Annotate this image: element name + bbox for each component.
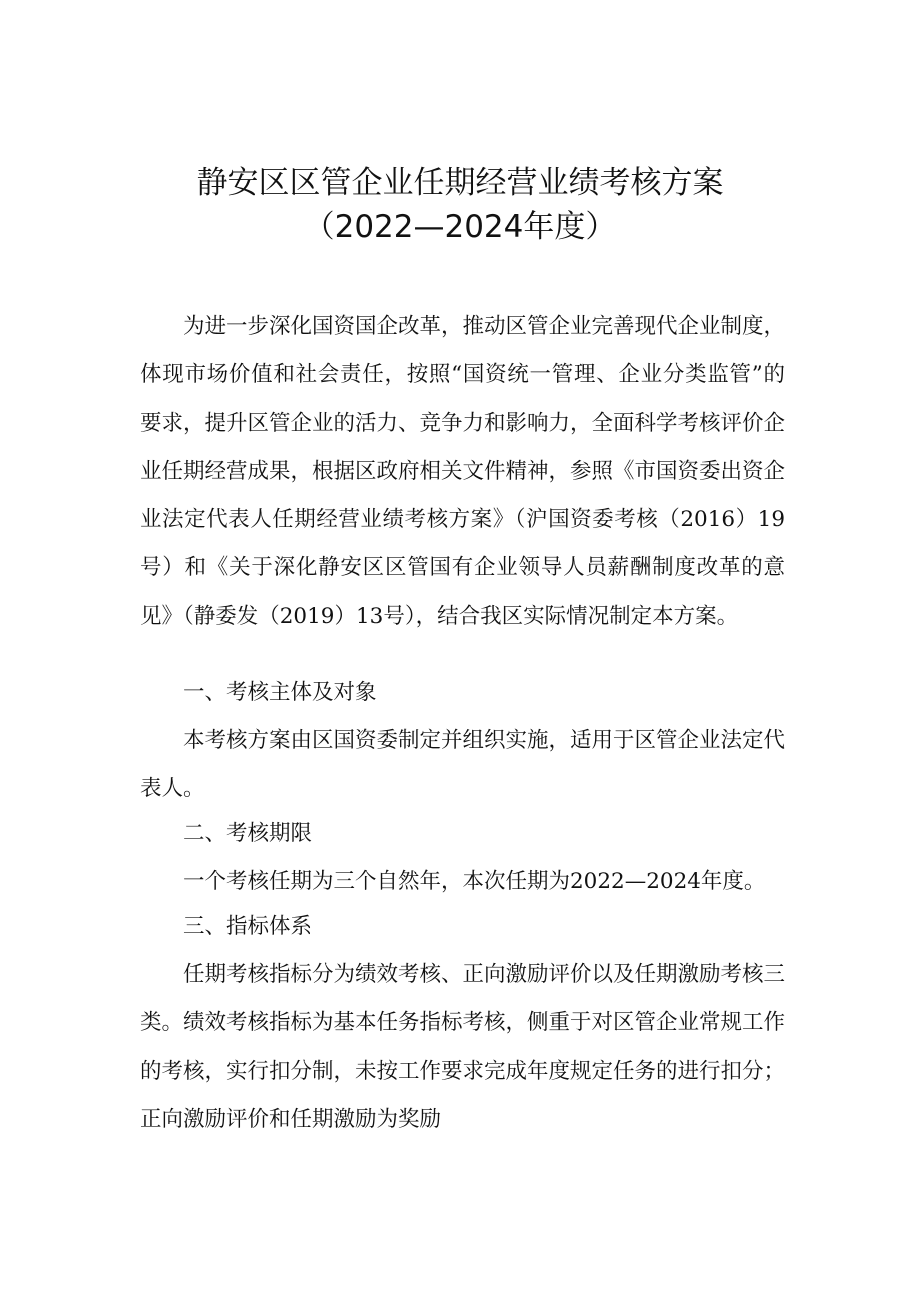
section-body-indicators: 任期考核指标分为绩效考核、正向激励评价以及任期激励考核三类。绩效考核指标为基本任务指标考核，侧重于对区管企业常规工作的考核，实行扣分制，未按工作要求完成年度规定任务的进行扣分；正向激励评价和任期激励为奖励 <box>140 962 786 1132</box>
section-heading-subject: 一、考核主体及对象 <box>183 680 377 705</box>
intro-paragraph: 为进一步深化国资国企改革，推动区管企业完善现代企业制度，体现市场价值和社会责任，按照“国资统一管理、企业分类监管”的要求，提升区管企业的活力、竞争力和影响力，全面科学考核评价企业任期经营成果，根据区政府相关文件精神，参照《市国资委出资企业法定代表人任期经营业绩考核方案》（沪国资委考核（2016）19号）和《关于深化静安区区管国有企业领导人员薪酬制度改革的意见》（静委发（2019）13号），结合我区实际情况制定本方案。 <box>140 314 786 629</box>
section-heading-period: 二、考核期限 <box>183 821 313 846</box>
document-subtitle-years: （2022—2024年度） <box>303 209 617 245</box>
section-body-period: 一个考核任期为三个自然年，本次任期为2022—2024年度。 <box>183 869 766 894</box>
section-heading-indicators: 三、指标体系 <box>183 914 313 939</box>
section-body-subject: 本考核方案由区国资委制定并组织实施，适用于区管企业法定代表人。 <box>140 728 786 802</box>
document-title: 静安区区管企业任期经营业绩考核方案 <box>196 165 724 201</box>
